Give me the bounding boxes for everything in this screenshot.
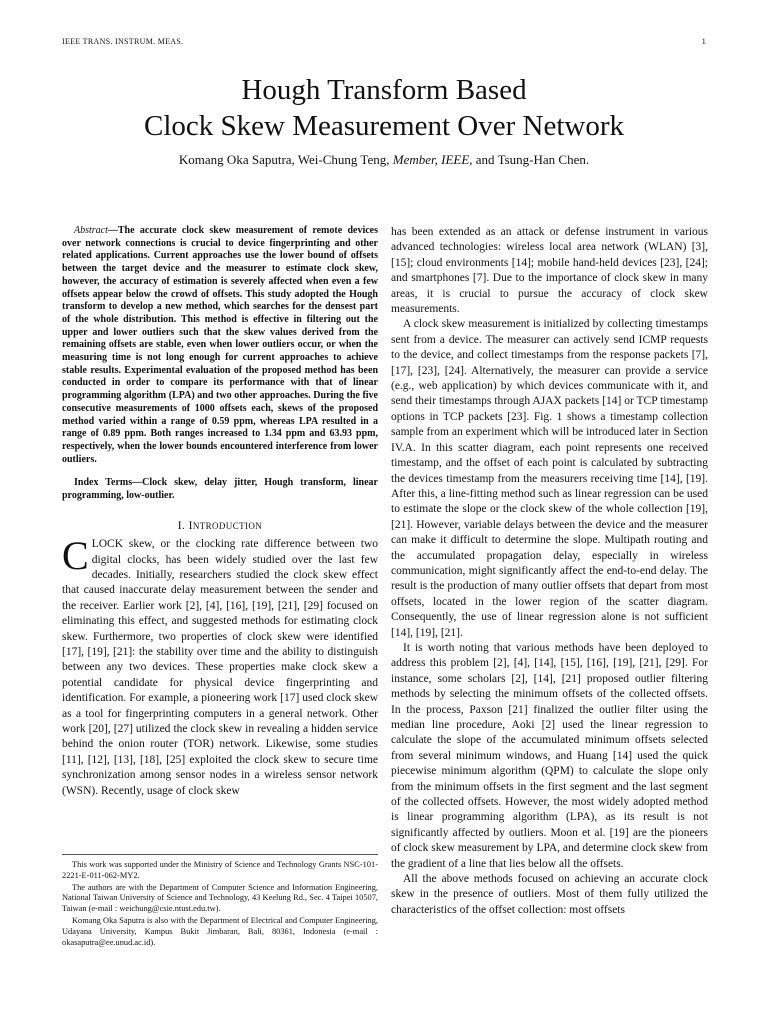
author-list — [0, 152, 768, 168]
right-column — [391, 225, 708, 918]
running-header — [62, 37, 706, 49]
author-tail: and Tsung-Han Chen. — [475, 152, 590, 167]
author-names: Komang Oka Saputra, Wei-Chung Teng, — [178, 152, 390, 167]
index-terms-label: Index Terms — [74, 477, 133, 489]
body-paragraph: A clock skew measurement is initialized by collecting timestamps sent from a device. The measurer can actively send ICMP requests to the device, and collect timestamps from the response packets [7], [17], [23], [24]. Alternatively, the measurer can provide a service (e.g., web application) by which devices communicate with it, and send their timestamps through AJAX packets [14] or TCP timestamp options in TCP packets [23]. Fig. 1 shows a timestamp collection sample from an experiment which will be introduced later in Section IV.A. In this scatter diagram, each point represents one received timestamp, and the offset of each point is calculated by subtracting the devices timestamp from the measurers receiving time [14], [19]. After this, a line-fitting method such as linear regression can be used to estimate the slope or the clock skew of the whole collection [19], [21]. However, variable delays between the device and the measurer can make it difficult to determine the slope. Multipath routing and the accumulated propagation delay, especially in wireless communication, might significantly affect the end-to-end delay. The result is the production of many outlier offsets that depart from most offsets, located in the lower region of the scatter diagram. Consequently, the use of linear regression alone is not sufficient [14], [19], [21]. — [391, 318, 708, 639]
body-paragraph: It is worth noting that various methods have been deployed to address this problem [2], [4], [14], [15], [16], [19], [21], [29]. For instance, some scholars [2], [14], [21] proposed outlier filtering methods by selecting the minimum offsets of the collected offsets. In the process, Paxson [21] finalized the outlier filter using the median line procedure, Aoki [2] used the linear regression to calculate the slope of the accumulated minimum offsets selected from several minimum windows, and Huang [14] used the quick piecewise minimum algorithm (QPM) to calculate the slope only from the minimum offsets in the first segment and the last segment of the collected offsets. However, the most widely adopted method is linear programming algorithm (LPA), as its result is not significantly affected by outliers. Moon et al. [19] are the pioneers of clock skew measurement by LPA, and determine clock skew from the gradient of a line that lies below all the offsets. — [391, 641, 708, 870]
page-number: 1 — [701, 37, 706, 46]
section-number: I. — [177, 519, 186, 532]
section-title-first: I — [188, 519, 193, 532]
footnote: This work was supported under the Ministry of Science and Technology Grants NSC-101-2221-E-011-062-MY2. — [62, 860, 378, 880]
abstract — [62, 225, 378, 466]
section-heading-introduction — [62, 519, 378, 534]
body-paragraph: All the above methods focused on achieving an accurate clock skew in the presence of outliers. Most of them fully utilized the characteristics of the offset collection: most offsets — [391, 873, 708, 916]
title-line-2: Clock Skew Measurement Over Network — [144, 110, 624, 142]
abstract-label: Abstract — [74, 225, 108, 236]
journal-name: IEEE TRANS. INSTRUM. MEAS. — [62, 37, 184, 46]
author-membership: Member, IEEE, — [392, 152, 473, 167]
abstract-text: —The accurate clock skew measurement of remote devices over network connections is crucial to device fingerprinting and other related applications. Current approaches use the lower bound of offsets between the target device and the measurer to estimate clock skew, however, the accuracy of estimation is severely affected when even a few offsets appear below the crowd of offsets. This study adopted the Hough transform to develop a new method, which searches for the densest part of the whole distribution. This method is effective in filtering out the upper and lower outliers such that the skew values derived from the remaining offsets are stable, even when lower outliers occur, or when the measuring time is not long enough for current approaches to achieve stable results. Experimental evaluation of the proposed method has been conducted in order to compare its performance with that of linear programming algorithm (LPA) and two other approaches. During the five consecutive measurements of 1000 offsets each, skews of the proposed method varied within a range of 0.59 ppm, whereas LPA resulted in a range of 0.89 ppm. Both ranges increased to 1.34 ppm and 63.93 ppm, respectively, when the lower bounds encountered interference from lower outliers. — [62, 225, 378, 465]
intro-paragraph — [62, 533, 378, 799]
footnote: Komang Oka Saputra is also with the Department of Electrical and Computer Engineering, Udayana University, Kampus Bukit Jimbaran, Bali, 80361, Indonesia (e-mail : okasaputra@ee.unud.ac.id). — [62, 915, 378, 947]
section-title-rest: NTRODUCTION — [192, 520, 263, 531]
index-terms — [62, 477, 378, 502]
footnote: The authors are with the Department of Computer Science and Information Engineering, National Taiwan University of Science and Technology, 43 Keelung Rd., Sec. 4 Taipei 10507, Taiwan (e-mail : weichung@csie.ntust.edu.tw). — [62, 882, 378, 914]
intro-text: LOCK skew, or the clocking rate difference between two digital clocks, has been widely studied over the last few decades. Initially, researchers studied the clock skew effect that caused inaccurate delay measurement between the sender and the receiver. Earlier work [2], [4], [16], [19], [21], [29] focused on eliminating this effect, and suggested methods for estimating clock skew. Furthermore, two properties of clock skew were identified [17], [19], [21]: the stability over time and the ability to distinguish between any two devices. These properties make clock skew a potential candidate for physical device fingerprinting and identification. For example, a pioneering work [17] used clock skew as a tool for fingerprinting computers in a general network. Other work [20], [27] utilized the clock skew in revealing a hidden service behind the onion router (TOR) network. Likewise, some studies [11], [12], [13], [18], [25] exploited the clock skew to secure time synchronization among sensor nodes in a wireless sensor network (WSN). Recently, usage of clock skew — [62, 538, 378, 797]
title-line-1: Hough Transform Based — [241, 74, 527, 106]
index-terms-text: —Clock skew, delay jitter, Hough transform, linear programming, low-outlier. — [62, 477, 378, 502]
body-paragraph: has been extended as an attack or defense instrument in various advanced technologies: wireless local area network (WLAN) [3], [15]; cloud environments [14]; mobile hand-held devices [23], [24]; and smartphones [7]. Due to the importance of clock skew in many areas, it is crucial to pursue the accuracy of clock skew measurements. — [391, 226, 708, 316]
footnote-rule — [62, 854, 378, 855]
dropcap: C — [62, 533, 89, 579]
footnotes — [62, 860, 378, 949]
paper-title — [0, 72, 768, 144]
left-column — [62, 225, 378, 799]
